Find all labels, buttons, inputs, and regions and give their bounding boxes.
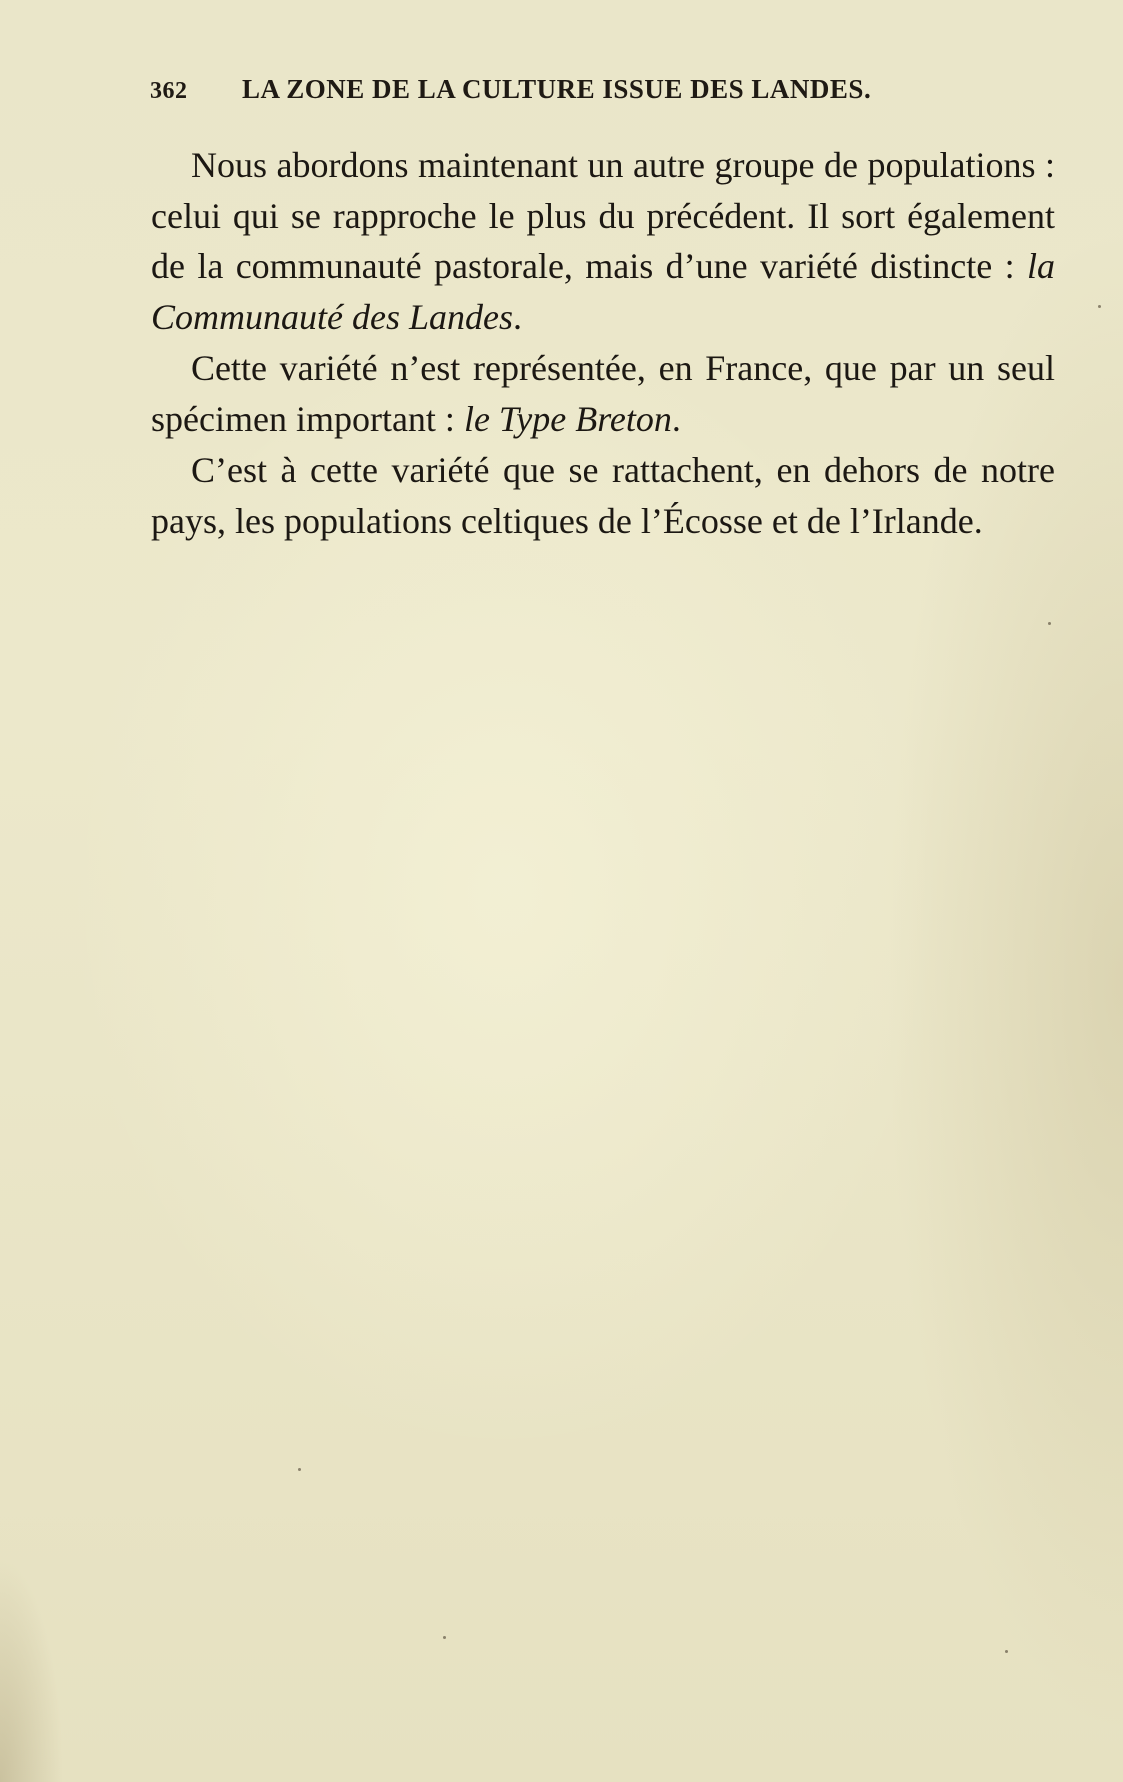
paper-speck [1005, 1650, 1008, 1653]
page-number: 362 [150, 78, 188, 104]
paragraph-2-end: . [671, 398, 681, 439]
body-text [151, 140, 1055, 546]
paper-speck [298, 1468, 301, 1471]
paragraph-1-end: . [513, 296, 522, 337]
running-title: LA ZONE DE LA CULTURE ISSUE DES LANDES. [242, 74, 872, 104]
paragraph-1-text: Nous abordons maintenant un autre groupe de populations : celui qui se rapproche le plus du précédent. Il sort également de la communauté pastorale, mais d’une variété distincte : [151, 145, 1055, 286]
paragraph-2-text: Cette variété n’est représentée, en France, que par un seul spécimen important : [151, 348, 1055, 439]
paper-speck [443, 1636, 446, 1639]
running-header [150, 74, 980, 105]
paragraph-1-emphasis: la Communauté des Landes [151, 246, 1055, 337]
paragraph-2-emphasis: le Type Breton [463, 398, 672, 439]
page-edge-shadow [0, 1462, 90, 1782]
paragraph-2 [151, 343, 1055, 444]
paragraph-3-text: C’est à cette variété que se rattachent, en dehors de notre pays, les populations celtiques de l’Écosse et de l’Irlande. [151, 450, 1055, 541]
paragraph-1 [151, 140, 1055, 342]
paper-speck [1048, 622, 1051, 625]
paper-speck [1098, 305, 1101, 308]
paragraph-3 [151, 445, 1055, 546]
